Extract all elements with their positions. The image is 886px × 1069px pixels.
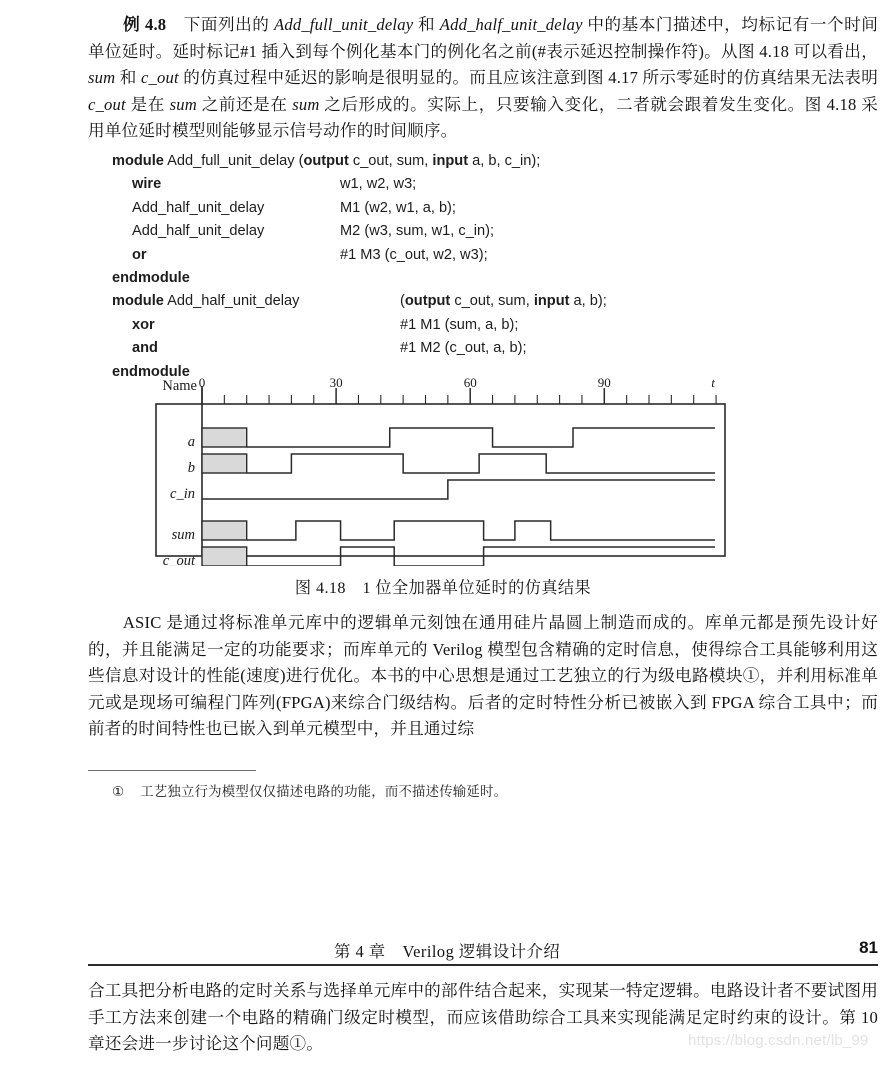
code-line xyxy=(112,314,672,337)
asic-paragraph: ASIC 是通过将标准单元库中的逻辑单元刻蚀在通用硅片晶圆上制造而成的。库单元都是预先设计好的，并且能满足一定的功能要求；而库单元的 Verilog 模型包含精确的定时信息，使得综合工具能够利用这些信息对设计的性能(速度)进行优化。本书的中心思想是通过工艺独立的行为级电路模块①，并利用标准单元或是现场可编程门阵列(FPGA)来综合门级结构。后者的定时特性分析已被嵌入到 FPGA 综合工具中；而前者的时间特性也已嵌入到单元模型中，并且通过综 xyxy=(88,613,878,739)
code-line-left: endmodule xyxy=(112,363,190,380)
code-line-right: #1 M3 (c_out, w2, w3); xyxy=(340,246,488,263)
signal-label: c_out xyxy=(162,553,195,566)
code-line xyxy=(112,197,672,220)
code-line-left: endmodule xyxy=(112,269,190,286)
footer-chapter-title: 第 4 章 Verilog 逻辑设计介绍 xyxy=(334,942,561,961)
code-line-right: M2 (w3, sum, w1, c_in); xyxy=(340,223,495,240)
footnote-divider xyxy=(88,770,256,771)
footnote-text: 工艺独立行为模型仅仅描述电路的功能，而不描述传输延时。 xyxy=(140,784,508,799)
code-line-left: Add_half_unit_delay xyxy=(132,199,265,216)
signal-label: sum xyxy=(171,527,195,543)
axis-tick-label: 30 xyxy=(329,376,343,390)
code-line-left: xor xyxy=(132,316,155,333)
verilog-code-block xyxy=(112,150,672,384)
code-line xyxy=(112,150,672,173)
code-line xyxy=(112,220,672,243)
footnote xyxy=(112,782,812,802)
signal-label: c_in xyxy=(170,486,195,502)
undefined-region xyxy=(202,547,247,566)
figure-caption: 图 4.18 1 位全加器单位延时的仿真结果 xyxy=(294,579,592,597)
timing-diagram-svg xyxy=(155,376,727,566)
code-line xyxy=(112,173,672,196)
code-line xyxy=(112,267,672,290)
intro-paragraph: 例 4.8 下面列出的 Add_full_unit_delay 和 Add_half_unit_delay 中的基本门描述中，均标记有一个时间单位延时。延时标记#1 插入到每个例化基本门的例化名之前(#表示延迟控制操作符)。从图 4.18 可以看出，sum 和 c_out 的仿真过程中延迟的影响是很明显的。而且应该注意到图 4.17 所示零延时的仿真结果无法表明 c_out 是在 sum 之前还是在 sum 之后形成的。实际上，只要输入变化，二者就会跟着发生变化。图 4.18 采用单位延时模型则能够显示信号动作的时间顺序。 xyxy=(88,15,878,141)
signal-label: a xyxy=(187,434,195,450)
page-number: 81 xyxy=(859,938,878,957)
axis-tick-label: 60 xyxy=(463,376,477,390)
footer-divider xyxy=(88,964,878,966)
signal-waveform xyxy=(202,480,715,499)
name-column-header: Name xyxy=(162,378,197,394)
signal-waveform xyxy=(247,521,715,540)
bottom-paragraph: 合工具把分析电路的定时关系与选择单元库中的部件结合起来，实现某一特定逻辑。电路设计者不要试图用手工方法来创建一个电路的精确门级定时模型，而应该借助综合工具来实现能满足定时约束的设计。第 10 章还会进一步讨论这个问题①。 xyxy=(88,981,878,1054)
code-line-right: M1 (w2, w1, a, b); xyxy=(340,199,456,216)
undefined-region xyxy=(202,521,247,540)
code-line-left: and xyxy=(132,340,158,357)
code-line xyxy=(112,244,672,267)
code-line xyxy=(112,290,672,313)
footnote-marker: ① xyxy=(112,784,125,799)
signal-waveform xyxy=(247,428,715,447)
code-line-left: module Add_full_unit_delay (output c_out, sum, input a, b, c_in); xyxy=(112,153,541,169)
axis-tick-label: 0 xyxy=(198,376,206,390)
code-line-left: wire xyxy=(132,176,162,193)
code-line-right: #1 M1 (sum, a, b); xyxy=(400,316,519,333)
axis-tick-label: 90 xyxy=(597,376,611,390)
code-line-left: module Add_half_unit_delay xyxy=(112,293,300,310)
code-line xyxy=(112,337,672,360)
code-line-right: (output c_out, sum, input a, b); xyxy=(400,293,607,310)
undefined-region xyxy=(202,428,247,447)
code-line-left: Add_half_unit_delay xyxy=(132,223,265,240)
code-line-right: w1, w2, w3; xyxy=(340,176,417,193)
signal-label: b xyxy=(187,460,195,476)
code-line-right: #1 M2 (c_out, a, b); xyxy=(400,340,527,357)
signal-waveform xyxy=(247,454,715,473)
time-axis-label: t xyxy=(711,376,715,390)
code-line-left: or xyxy=(132,246,147,263)
undefined-region xyxy=(202,454,247,473)
watermark: https://blog.csdn.net/lb_99 xyxy=(688,1032,869,1049)
page-footer xyxy=(88,938,878,968)
timing-diagram-figure xyxy=(155,376,727,566)
